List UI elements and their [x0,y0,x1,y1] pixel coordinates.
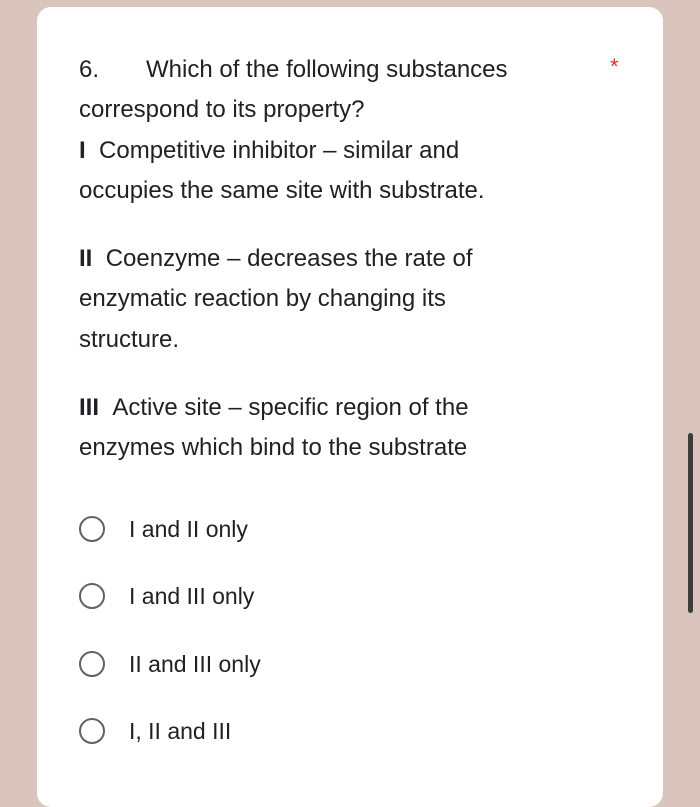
option-i-ii-and-iii[interactable] [79,711,231,751]
statement-2-text: Coenzyme – decreases the rate of [105,245,473,272]
statement-3-line-1 [79,393,469,423]
question-card [37,7,663,807]
radio-button[interactable] [79,651,105,677]
option-label: II and III only [129,651,261,677]
radio-button[interactable] [79,718,105,744]
question-title-line-1: Which of the following substances [146,56,508,83]
statement-2-line-3: structure. [79,326,180,353]
option-label: I and II only [129,516,248,542]
statement-1-line-2: occupies the same site with substrate. [79,177,485,204]
statement-1-numeral: I [79,137,86,164]
scrollbar-thumb[interactable] [688,433,693,613]
statement-2-numeral: II [79,245,93,272]
statement-1-text: Competitive inhibitor – similar and [99,137,460,164]
statement-2-line-1 [79,244,473,274]
radio-button[interactable] [79,516,105,542]
statement-3-numeral: III [79,394,100,421]
option-i-and-iii-only[interactable] [79,576,254,616]
option-i-and-ii-only[interactable] [79,509,248,549]
statement-3-text: Active site – specific region of the [112,394,469,421]
statement-2-line-2: enzymatic reaction by changing its [79,285,446,312]
option-ii-and-iii-only[interactable] [79,644,261,684]
statement-1-line-1 [79,136,459,166]
option-label: I, II and III [129,718,232,744]
statement-3-line-2: enzymes which bind to the substrate [79,434,468,461]
required-asterisk: * [610,54,619,79]
question-number: 6. [79,56,100,83]
radio-button[interactable] [79,583,105,609]
question-title-line-2: correspond to its property? [79,96,365,123]
option-label: I and III only [129,583,255,609]
